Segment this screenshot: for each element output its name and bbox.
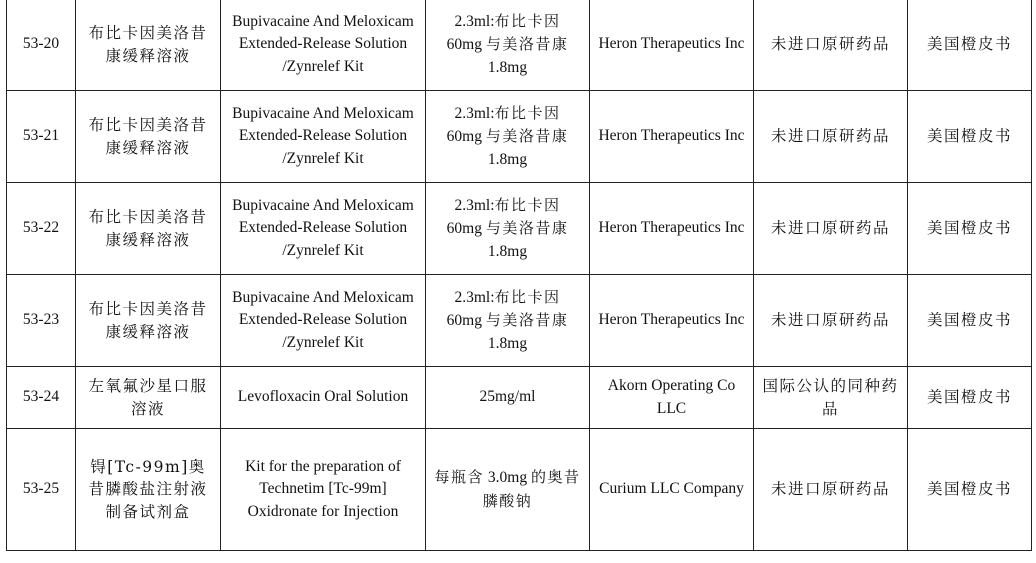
reference-source: 美国橙皮书 bbox=[908, 275, 1032, 367]
chinese-drug-name: 布比卡因美洛昔康缓释溶液 bbox=[76, 183, 221, 275]
table-row bbox=[7, 275, 1032, 367]
specification bbox=[426, 91, 590, 183]
english-drug-name: Kit for the preparation of Technetim [Tc-99m] Oxidronate for Injection bbox=[221, 429, 426, 551]
drug-list-table bbox=[6, 0, 1032, 551]
chinese-drug-name: 左氧氟沙星口服溶液 bbox=[76, 367, 221, 429]
chinese-drug-name: 布比卡因美洛昔康缓释溶液 bbox=[76, 0, 221, 91]
spec-part: 3.0mg bbox=[484, 469, 531, 486]
table-row bbox=[7, 91, 1032, 183]
spec-part: 与美洛昔康 bbox=[485, 35, 569, 54]
company-name: Heron Therapeutics Inc bbox=[590, 183, 754, 275]
row-number: 53-20 bbox=[7, 0, 76, 91]
english-drug-name: Levofloxacin Oral Solution bbox=[221, 367, 426, 429]
spec-part: 每瓶含 bbox=[434, 468, 485, 486]
spec-part: 1.8mg bbox=[487, 242, 528, 260]
table-row bbox=[7, 183, 1032, 275]
company-name: Akorn Operating Co LLC bbox=[590, 367, 754, 429]
spec-part: 与美洛昔康 bbox=[485, 219, 569, 238]
reference-source: 美国橙皮书 bbox=[908, 367, 1032, 429]
chinese-drug-name: 锝[Tc-99m]奥昔膦酸盐注射液制备试剂盒 bbox=[76, 429, 221, 551]
spec-part: 的奥昔膦酸钠 bbox=[482, 468, 581, 510]
drug-category: 未进口原研药品 bbox=[754, 91, 908, 183]
english-drug-name: Bupivacaine And Meloxicam Extended-Release Solution /Zynrelef Kit bbox=[221, 183, 426, 275]
company-name: Curium LLC Company bbox=[590, 429, 754, 551]
spec-part: 2.3ml: bbox=[454, 104, 495, 122]
row-number: 53-22 bbox=[7, 183, 76, 275]
spec-part: 布比卡因 bbox=[494, 11, 561, 30]
reference-source: 美国橙皮书 bbox=[908, 183, 1032, 275]
specification: 25mg/ml bbox=[426, 367, 590, 429]
row-number: 53-23 bbox=[7, 275, 76, 367]
reference-source: 美国橙皮书 bbox=[908, 429, 1032, 551]
specification bbox=[426, 429, 590, 551]
drug-category: 未进口原研药品 bbox=[754, 0, 908, 91]
chinese-drug-name: 布比卡因美洛昔康缓释溶液 bbox=[76, 275, 221, 367]
spec-part: 1.8mg bbox=[487, 150, 528, 168]
specification bbox=[426, 275, 590, 367]
spec-part: 2.3ml: bbox=[454, 288, 495, 306]
english-drug-name: Bupivacaine And Meloxicam Extended-Release Solution /Zynrelef Kit bbox=[221, 91, 426, 183]
drug-category: 未进口原研药品 bbox=[754, 429, 908, 551]
spec-part: 1.8mg bbox=[487, 334, 528, 352]
spec-part: 60mg bbox=[446, 220, 482, 238]
row-number: 53-24 bbox=[7, 367, 76, 429]
specification bbox=[426, 183, 590, 275]
spec-part: 布比卡因 bbox=[494, 195, 561, 214]
spec-part: 与美洛昔康 bbox=[485, 127, 569, 146]
row-number: 53-25 bbox=[7, 429, 76, 551]
spec-part: 2.3ml: bbox=[454, 196, 495, 214]
spec-part: 与美洛昔康 bbox=[485, 311, 569, 330]
company-name: Heron Therapeutics Inc bbox=[590, 91, 754, 183]
spec-part: 布比卡因 bbox=[494, 287, 561, 306]
reference-source: 美国橙皮书 bbox=[908, 91, 1032, 183]
table-row bbox=[7, 367, 1032, 429]
spec-part: 60mg bbox=[446, 312, 482, 330]
spec-part: 2.3ml: bbox=[454, 12, 495, 30]
spec-part: 布比卡因 bbox=[494, 103, 561, 122]
spec-part: 60mg bbox=[446, 36, 482, 54]
reference-source: 美国橙皮书 bbox=[908, 0, 1032, 91]
chinese-drug-name: 布比卡因美洛昔康缓释溶液 bbox=[76, 91, 221, 183]
company-name: Heron Therapeutics Inc bbox=[590, 0, 754, 91]
drug-category: 未进口原研药品 bbox=[754, 275, 908, 367]
specification bbox=[426, 0, 590, 91]
row-number: 53-21 bbox=[7, 91, 76, 183]
spec-part: 1.8mg bbox=[487, 58, 528, 76]
company-name: Heron Therapeutics Inc bbox=[590, 275, 754, 367]
drug-category: 国际公认的同种药品 bbox=[754, 367, 908, 429]
drug-category: 未进口原研药品 bbox=[754, 183, 908, 275]
english-drug-name: Bupivacaine And Meloxicam Extended-Release Solution /Zynrelef Kit bbox=[221, 0, 426, 91]
spec-part: 60mg bbox=[446, 128, 482, 146]
english-drug-name: Bupivacaine And Meloxicam Extended-Release Solution /Zynrelef Kit bbox=[221, 275, 426, 367]
table-row bbox=[7, 0, 1032, 91]
table-row bbox=[7, 429, 1032, 551]
